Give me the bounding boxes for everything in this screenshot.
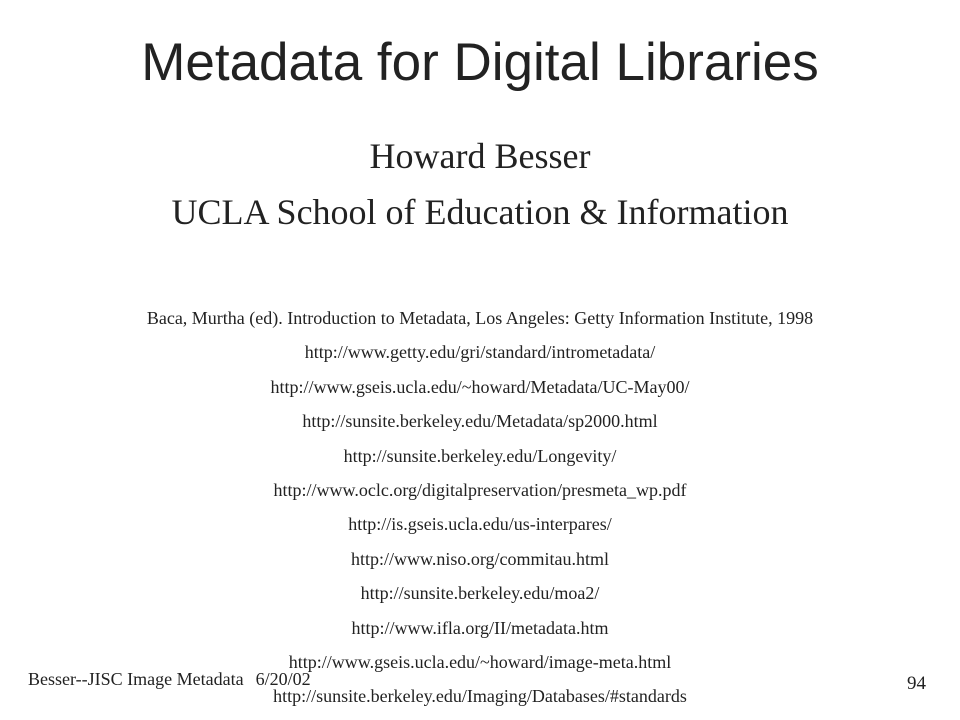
reference-link[interactable]: http://sunsite.berkeley.edu/Metadata/sp2000.html — [302, 411, 658, 432]
reference-link[interactable]: http://sunsite.berkeley.edu/moa2/ — [360, 583, 600, 604]
reference-link[interactable]: http://www.oclc.org/digitalpreservation/presmeta_wp.pdf — [273, 479, 687, 500]
reference-list — [0, 301, 960, 714]
reference-citation: Baca, Murtha (ed). Introduction to Metadata, Los Angeles: Getty Information Institute, 1998 — [146, 308, 814, 328]
reference-link[interactable]: http://sunsite.berkeley.edu/Imaging/Databases/#standards — [273, 686, 687, 707]
slide-title: Metadata for Digital Libraries — [141, 33, 819, 92]
reference-link[interactable]: http://www.niso.org/commitau.html — [351, 548, 609, 569]
reference-link[interactable]: http://www.gseis.ucla.edu/~howard/Metadata/UC-May00/ — [270, 376, 690, 397]
reference-link[interactable]: http://sunsite.berkeley.edu/Longevity/ — [343, 445, 617, 466]
footer-label: Besser--JISC Image Metadata — [28, 669, 244, 689]
author-name: Howard Besser — [369, 136, 591, 176]
page-number: 94 — [907, 673, 926, 694]
author-affiliation: UCLA School of Education & Information — [171, 192, 789, 232]
footer-date: 6/20/02 — [255, 669, 311, 689]
reference-link[interactable]: http://www.ifla.org/II/metadata.htm — [351, 617, 609, 638]
reference-link[interactable]: http://is.gseis.ucla.edu/us-interpares/ — [348, 514, 612, 535]
slide-footer — [28, 668, 311, 690]
reference-link[interactable]: http://www.getty.edu/gri/standard/intrometadata/ — [304, 342, 656, 363]
reference-link[interactable]: http://www.gseis.ucla.edu/~howard/image-meta.html — [288, 651, 672, 672]
